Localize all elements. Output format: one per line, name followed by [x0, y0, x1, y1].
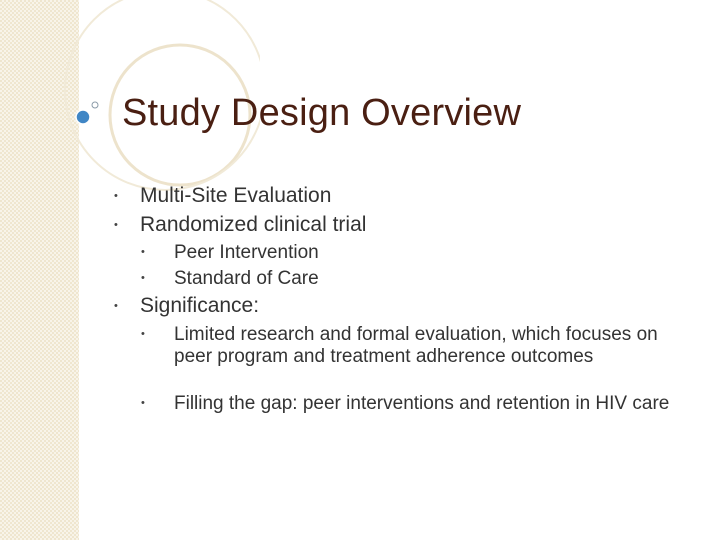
sub-bullet-peer-intervention: Peer Intervention [174, 242, 319, 263]
sub-bullet-dot: • [141, 328, 145, 340]
bullet-dot: • [114, 190, 118, 202]
sub-bullet-standard-of-care: Standard of Care [174, 268, 319, 289]
sub-bullet-filling-the-gap: Filling the gap: peer interventions and retention in HIV care [174, 393, 670, 414]
bullet-dot: • [114, 219, 118, 231]
slide-title: Study Design Overview [122, 92, 522, 134]
sub-bullet-dot: • [141, 397, 145, 409]
sub-bullet-dot: • [141, 246, 145, 258]
bullet-multi-site-evaluation: Multi-Site Evaluation [140, 184, 332, 207]
bullet-significance: Significance: [140, 294, 260, 317]
bullet-randomized-clinical-trial: Randomized clinical trial [140, 213, 367, 236]
sub-bullet-dot: • [141, 272, 145, 284]
bullet-dot: • [114, 300, 118, 312]
sub-bullet-limited-research: Limited research and formal evaluation, which focuses on peer program and treatment adherence outcomes [174, 324, 658, 367]
